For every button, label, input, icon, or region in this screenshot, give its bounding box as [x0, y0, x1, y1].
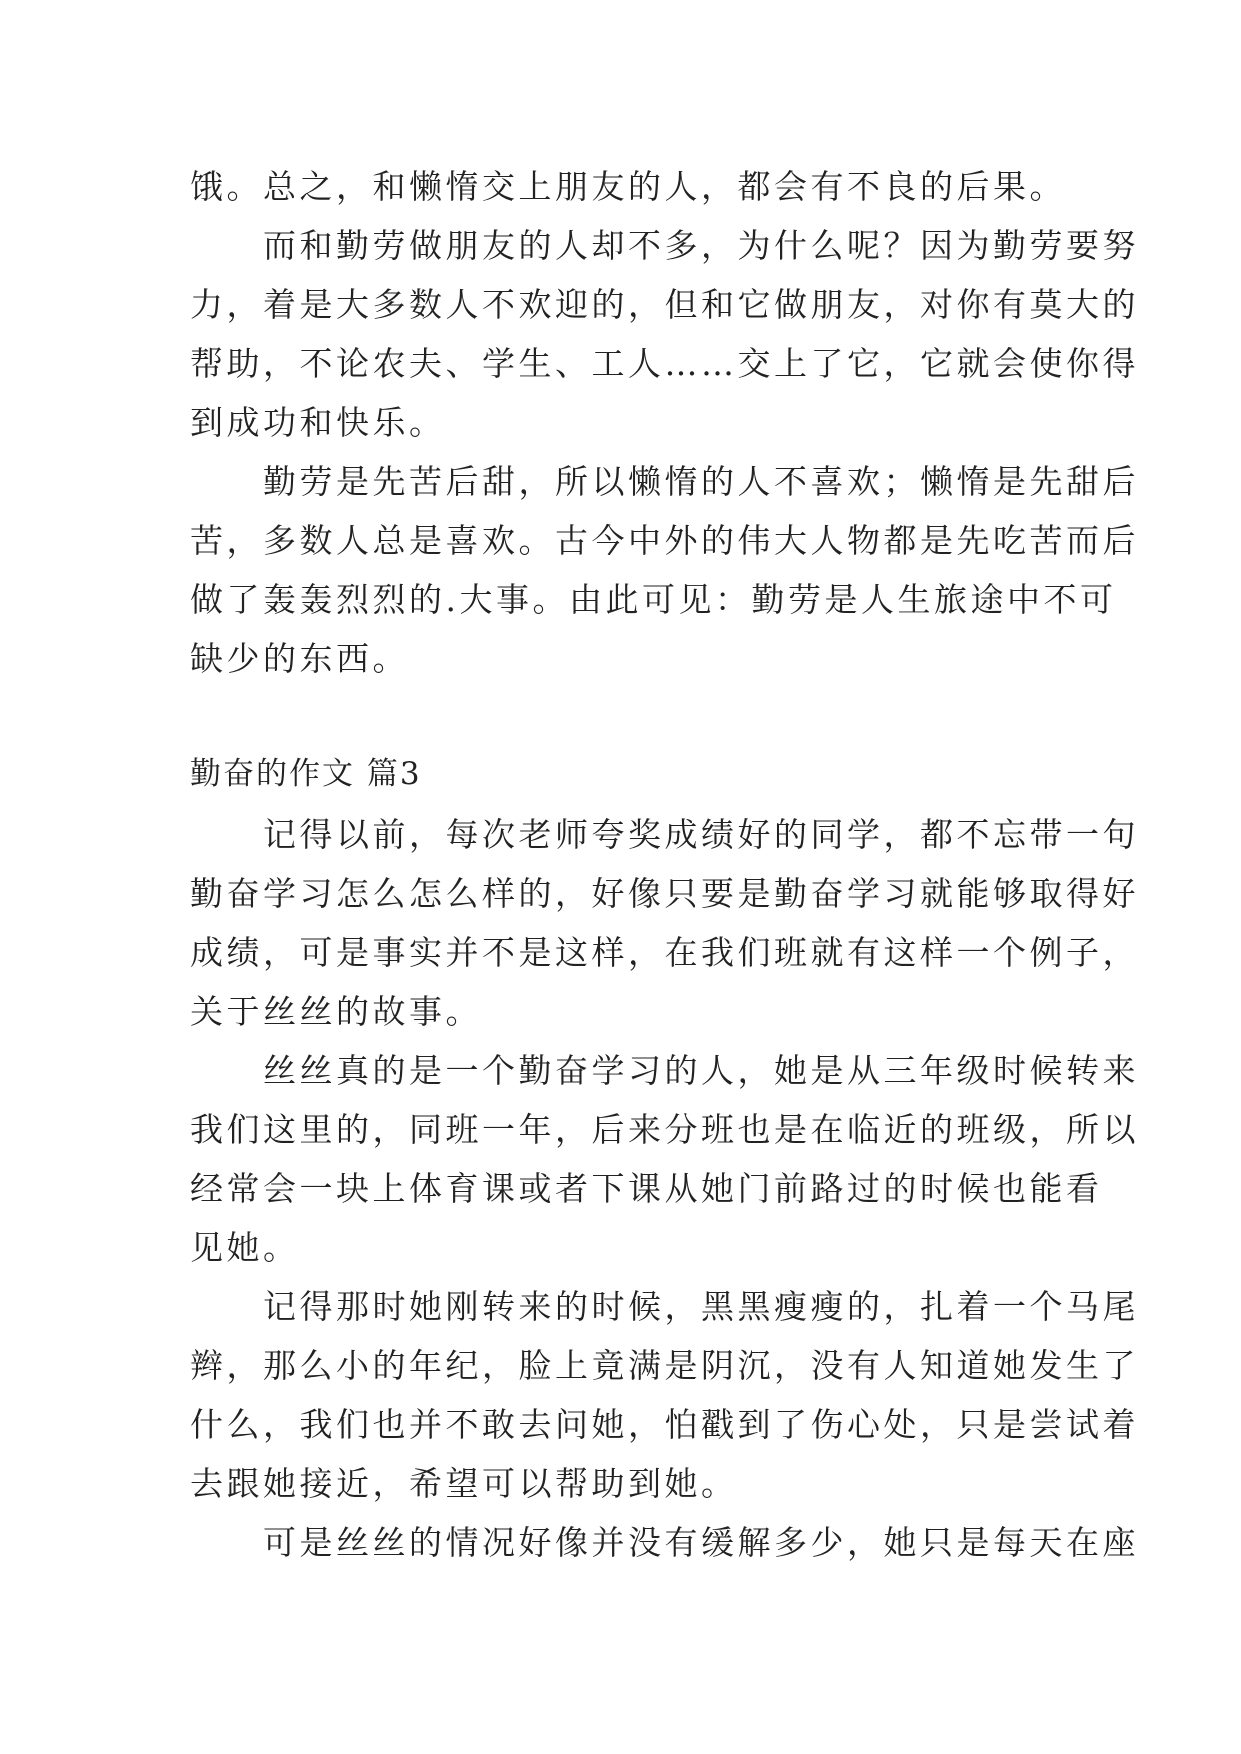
paragraph-line: 记得那时她刚转来的时候，黑黑瘦瘦的，扎着一个马尾: [190, 1287, 1139, 1326]
paragraph-line: 做了轰轰烈烈的.大事。由此可见：勤劳是人生旅途中不可: [190, 580, 1117, 619]
paragraph-line: 关于丝丝的故事。: [190, 992, 482, 1031]
section-title: 勤奋的作文 篇3: [190, 756, 422, 792]
paragraph-line: 我们这里的，同班一年，后来分班也是在临近的班级，所以: [190, 1110, 1139, 1149]
paragraph-line: 勤奋学习怎么怎么样的，好像只要是勤奋学习就能够取得好: [190, 874, 1139, 913]
paragraph-line: 记得以前，每次老师夸奖成绩好的同学，都不忘带一句: [190, 815, 1139, 854]
paragraph-line: 苦，多数人总是喜欢。古今中外的伟大人物都是先吃苦而后: [190, 521, 1139, 560]
paragraph-line: 成绩，可是事实并不是这样，在我们班就有这样一个例子，: [190, 933, 1139, 972]
paragraph-line: 帮助，不论农夫、学生、工人……交上了它，它就会使你得: [190, 344, 1139, 383]
paragraph-line: 勤劳是先苦后甜，所以懒惰的人不喜欢；懒惰是先甜后: [190, 462, 1139, 501]
paragraph-line: 力，着是大多数人不欢迎的，但和它做朋友，对你有莫大的: [190, 285, 1139, 324]
paragraph-line: 经常会一块上体育课或者下课从她门前路过的时候也能看: [190, 1169, 1103, 1208]
paragraph-line: 而和勤劳做朋友的人却不多，为什么呢？因为勤劳要努: [190, 226, 1139, 265]
paragraph-line: 辫，那么小的年纪，脸上竟满是阴沉，没有人知道她发生了: [190, 1346, 1139, 1385]
paragraph-line: 饿。总之，和懒惰交上朋友的人，都会有不良的后果。: [190, 167, 1066, 206]
paragraph-line: 什么，我们也并不敢去问她，怕戳到了伤心处，只是尝试着: [190, 1405, 1139, 1444]
paragraph-line: 丝丝真的是一个勤奋学习的人，她是从三年级时候转来: [190, 1051, 1139, 1090]
paragraph-line: 缺少的东西。: [190, 639, 409, 678]
paragraph-line: 可是丝丝的情况好像并没有缓解多少，她只是每天在座: [190, 1523, 1139, 1562]
paragraph-line: 见她。: [190, 1228, 300, 1267]
paragraph-line: 到成功和快乐。: [190, 403, 446, 442]
paragraph-line: 去跟她接近，希望可以帮助到她。: [190, 1464, 738, 1503]
